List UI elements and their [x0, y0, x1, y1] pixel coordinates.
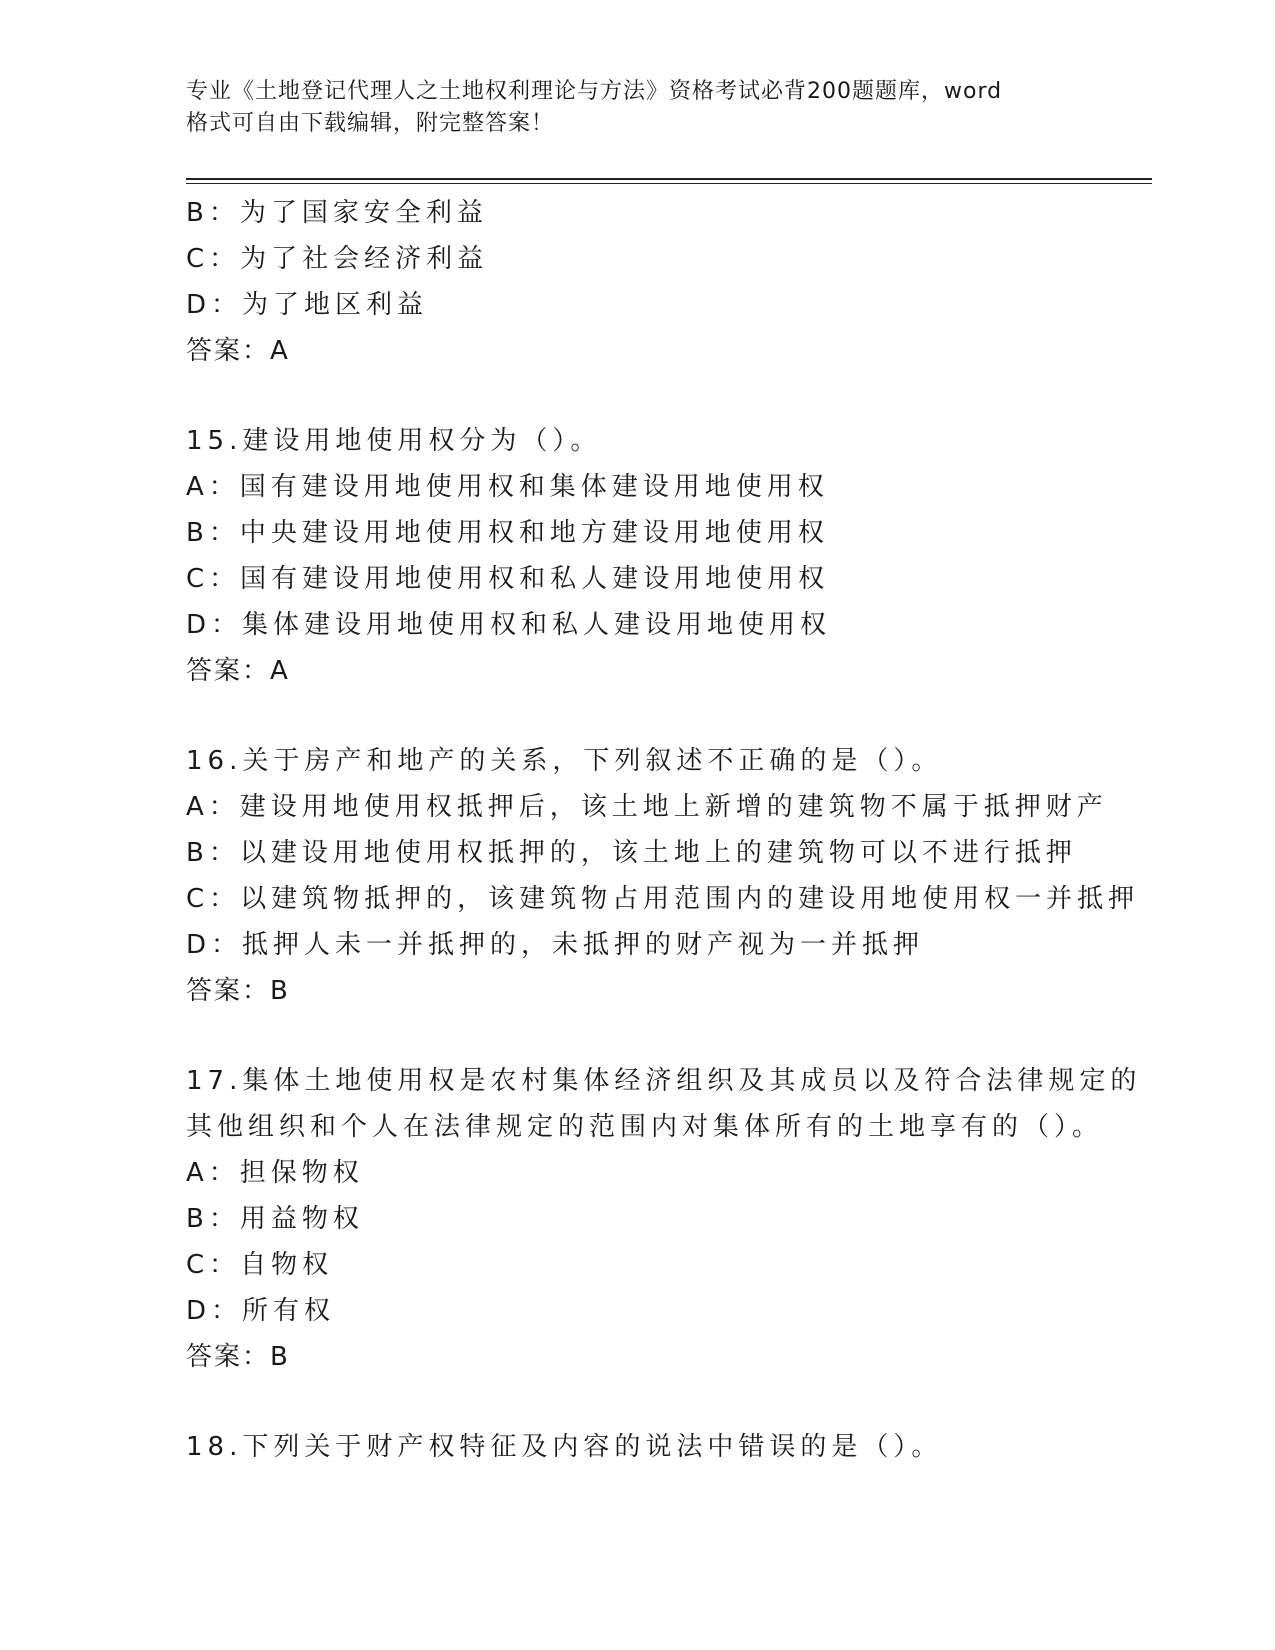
question-16: [186, 738, 1140, 1014]
option-a: A：担保物权: [186, 1158, 364, 1188]
question-17: [186, 1058, 1142, 1380]
spacer: [186, 694, 1086, 738]
option-d: D：为了地区利益: [186, 290, 429, 320]
header-divider-thick: [186, 178, 1152, 180]
option-d: D：集体建设用地使用权和私人建设用地使用权: [186, 610, 832, 640]
question-15: [186, 418, 1086, 694]
option-c: C：以建筑物抵押的，该建筑物占用范围内的建设用地使用权一并抵押: [186, 884, 1140, 914]
option-b: B：以建设用地使用权抵押的，该土地上的建筑物可以不进行抵押: [186, 838, 1077, 868]
spacer: [186, 1014, 1086, 1058]
header-title-line-2: 格式可自由下载编辑，附完整答案！: [186, 111, 555, 136]
option-c: C：自物权: [186, 1250, 334, 1280]
question-14-continuation: [186, 190, 1086, 374]
spacer: [186, 374, 1086, 418]
question-stem: 16.关于房产和地产的关系，下列叙述不正确的是（）。: [186, 746, 943, 776]
header-title-line-1: 专业《土地登记代理人之土地权利理论与方法》资格考试必背200题题库，word: [186, 79, 1003, 104]
question-stem-line-1: 17.集体土地使用权是农村集体经济组织及其成员以及符合法律规定的: [186, 1066, 1142, 1096]
option-b: B：为了国家安全利益: [186, 198, 488, 228]
spacer: [186, 1380, 1086, 1424]
option-c: C：为了社会经济利益: [186, 244, 489, 274]
question-list: [186, 190, 1142, 1470]
option-c: C：国有建设用地使用权和私人建设用地使用权: [186, 564, 830, 594]
option-b: B：用益物权: [186, 1204, 364, 1234]
answer-line: 答案：A: [186, 336, 290, 366]
option-a: A：建设用地使用权抵押后，该土地上新增的建筑物不属于抵押财产: [186, 792, 1108, 822]
option-d: D：所有权: [186, 1296, 336, 1326]
option-b: B：中央建设用地使用权和地方建设用地使用权: [186, 518, 829, 548]
header-divider-thin: [186, 183, 1152, 184]
option-a: A：国有建设用地使用权和集体建设用地使用权: [186, 472, 829, 502]
question-stem: 15.建设用地使用权分为（）。: [186, 426, 602, 456]
document-header: [186, 76, 1066, 140]
question-stem-line-2: 其他组织和个人在法律规定的范围内对集体所有的土地享有的（）。: [186, 1112, 1104, 1142]
question-18: [186, 1424, 1086, 1470]
answer-line: 答案：B: [186, 976, 290, 1006]
option-d: D：抵押人未一并抵押的，未抵押的财产视为一并抵押: [186, 930, 925, 960]
answer-line: 答案：A: [186, 656, 290, 686]
question-stem: 18.下列关于财产权特征及内容的说法中错误的是（）。: [186, 1432, 943, 1462]
answer-line: 答案：B: [186, 1342, 290, 1372]
